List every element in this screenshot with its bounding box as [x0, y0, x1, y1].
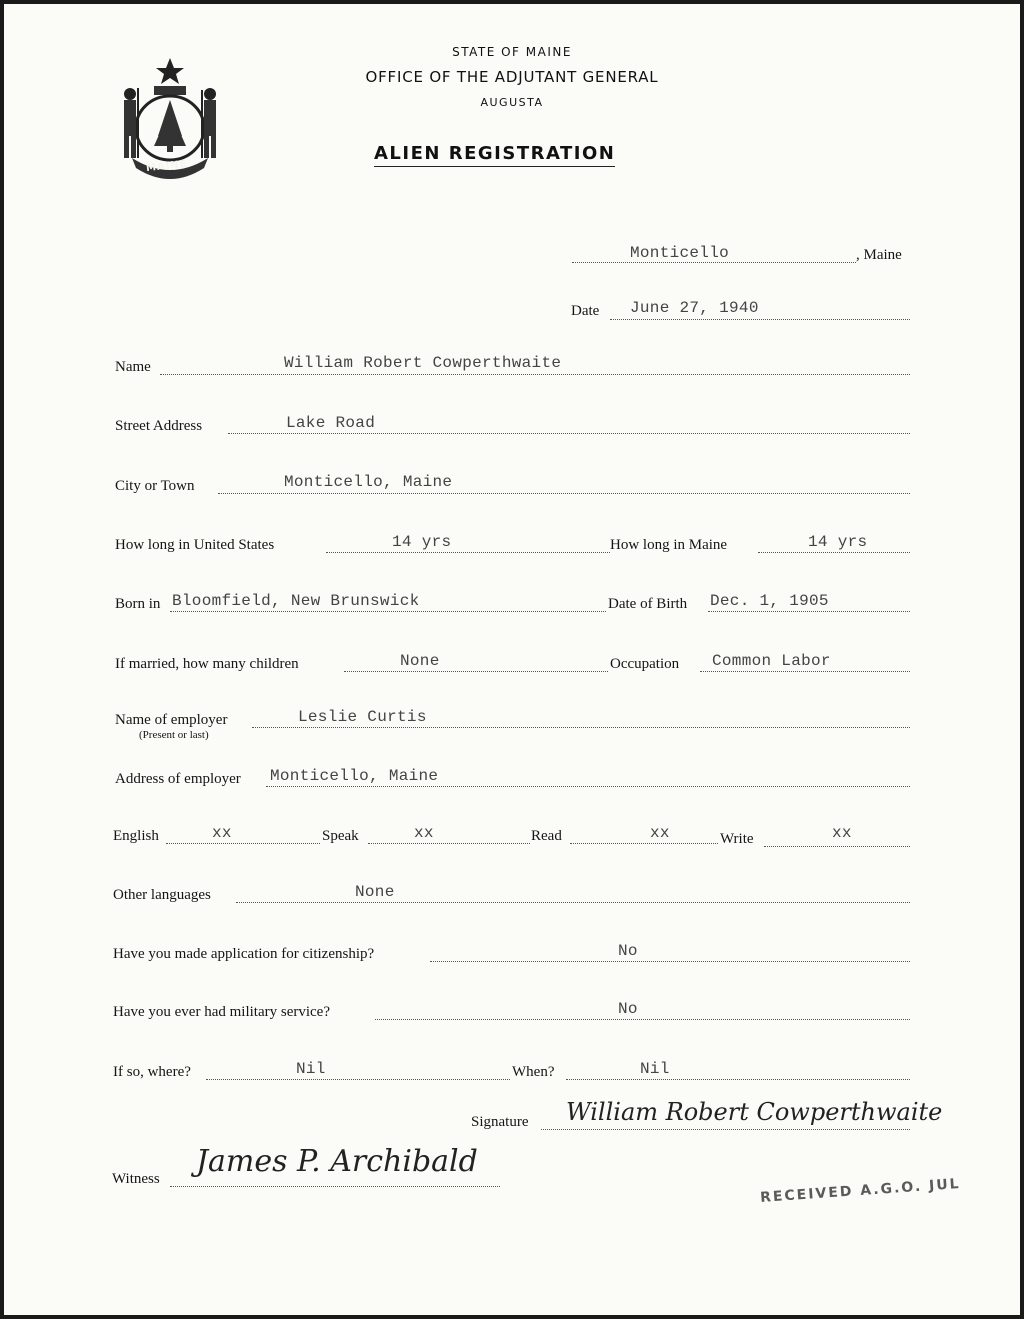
children-value: None — [400, 652, 440, 670]
military-value: No — [618, 1000, 638, 1018]
signature-label: Signature — [471, 1114, 529, 1130]
employer-address-line — [266, 786, 910, 787]
place-suffix: , Maine — [856, 247, 902, 263]
employer-line — [252, 727, 910, 728]
date-label: Date — [571, 303, 600, 319]
read-value: xx — [650, 824, 670, 842]
employer-address-label: Address of employer — [115, 771, 241, 787]
signature-line — [541, 1129, 910, 1130]
employer-label: Name of employer — [115, 712, 228, 728]
military-label: Have you ever had military service? — [113, 1004, 330, 1020]
speak-value: xx — [414, 824, 434, 842]
other-languages-line — [236, 902, 910, 903]
where-value: Nil — [296, 1060, 326, 1078]
date-line — [610, 319, 910, 320]
maine-years-label: How long in Maine — [610, 537, 728, 553]
employer-sublabel: (Present or last) — [139, 729, 209, 741]
office-heading: OFFICE OF THE ADJUTANT GENERAL — [365, 68, 659, 86]
citizenship-line — [430, 961, 910, 962]
speak-label: Speak — [322, 828, 359, 844]
born-line — [170, 611, 606, 612]
english-line — [166, 843, 320, 844]
street-line — [228, 433, 910, 434]
witness-line — [170, 1186, 500, 1187]
speak-line — [368, 843, 530, 844]
when-line — [566, 1079, 910, 1080]
city-label: City or Town — [115, 478, 195, 494]
street-label: Street Address — [115, 418, 203, 434]
citizenship-value: No — [618, 942, 638, 960]
city-heading: AUGUSTA — [480, 96, 544, 109]
when-label: When? — [512, 1064, 555, 1080]
street-value: Lake Road — [286, 414, 376, 432]
date-value: June 27, 1940 — [630, 299, 759, 317]
when-value: Nil — [640, 1060, 670, 1078]
where-line — [206, 1079, 510, 1080]
dob-label: Date of Birth — [608, 596, 688, 612]
citizenship-label: Have you made application for citizenship? — [113, 946, 375, 962]
employer-value: Leslie Curtis — [298, 708, 427, 726]
write-label: Write — [720, 831, 754, 847]
occupation-line — [700, 671, 910, 672]
write-line — [764, 846, 910, 847]
witness-signature: James P. Archibald — [196, 1144, 478, 1179]
english-label: English — [113, 828, 159, 844]
read-line — [570, 843, 718, 844]
seal-banner-text: MAINE — [145, 158, 189, 175]
employer-address-value: Monticello, Maine — [270, 767, 439, 785]
dob-line — [708, 611, 910, 612]
name-label: Name — [115, 359, 151, 375]
place-line — [572, 262, 856, 263]
occupation-label: Occupation — [610, 656, 680, 672]
name-line — [160, 374, 910, 375]
where-label: If so, where? — [113, 1064, 191, 1080]
witness-label: Witness — [112, 1171, 160, 1187]
applicant-signature: William Robert Cowperthwaite — [566, 1098, 943, 1126]
form-title: ALIEN REGISTRATION — [374, 143, 615, 167]
children-label: If married, how many children — [115, 656, 299, 672]
write-value: xx — [832, 824, 852, 842]
english-value: xx — [212, 824, 232, 842]
us-years-label: How long in United States — [115, 537, 275, 553]
city-value: Monticello, Maine — [284, 473, 453, 491]
place-value: Monticello — [630, 244, 730, 262]
occupation-value: Common Labor — [712, 652, 831, 670]
state-heading: STATE OF MAINE — [452, 45, 572, 59]
us-years-value: 14 yrs — [392, 533, 452, 551]
children-line — [344, 671, 608, 672]
born-value: Bloomfield, New Brunswick — [172, 592, 420, 610]
other-languages-label: Other languages — [113, 887, 211, 903]
born-label: Born in — [115, 596, 161, 612]
read-label: Read — [531, 828, 562, 844]
dob-value: Dec. 1, 1905 — [710, 592, 829, 610]
us-years-line — [326, 552, 610, 553]
received-stamp: RECEIVED A.G.O. JUL — [759, 1176, 962, 1206]
name-value: William Robert Cowperthwaite — [284, 354, 562, 372]
city-line — [218, 493, 910, 494]
maine-years-value: 14 yrs — [808, 533, 868, 551]
maine-years-line — [758, 552, 910, 553]
other-languages-value: None — [355, 883, 395, 901]
military-line — [375, 1019, 910, 1020]
